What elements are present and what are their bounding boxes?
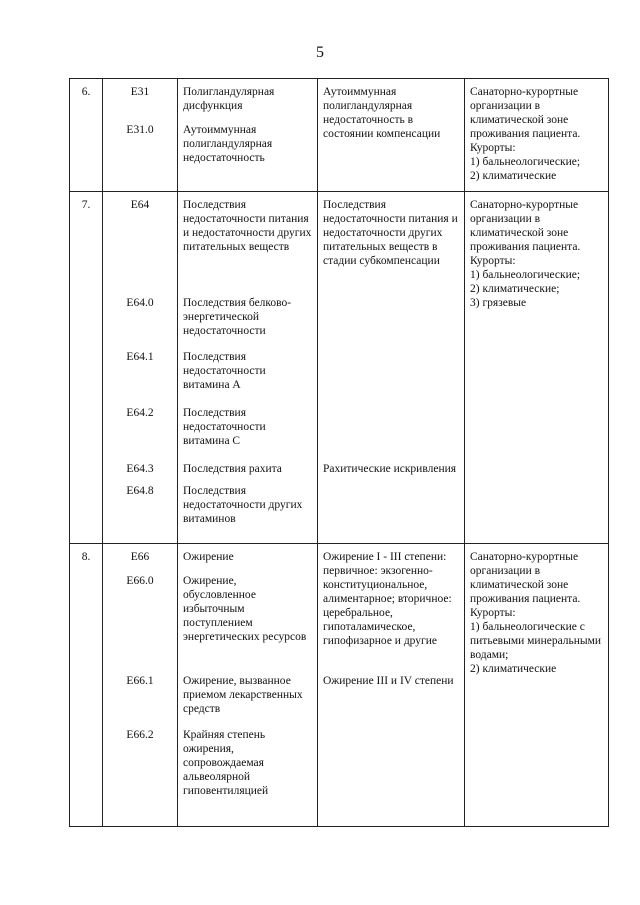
diagnosis-text: Последствия недостаточности витамина А bbox=[183, 351, 266, 391]
diagnosis-text: Ожирение, обусловленное избыточным поступлением энергетических ресурсов bbox=[183, 575, 307, 643]
row-number: 7. bbox=[70, 192, 103, 544]
organization-text: 1) бальнеологические; bbox=[470, 269, 581, 281]
organization-cell bbox=[465, 79, 609, 192]
icd-code: E31 bbox=[130, 86, 150, 98]
icd-code: E66 bbox=[130, 551, 150, 563]
diagnosis-cell bbox=[178, 544, 318, 827]
icd-code: E64.1 bbox=[126, 351, 154, 363]
row-number: 8. bbox=[70, 544, 103, 827]
condition-cell bbox=[318, 79, 465, 192]
diagnosis-text: Ожирение bbox=[183, 551, 234, 563]
icd-code: E64.2 bbox=[126, 407, 154, 419]
organization-text: Санаторно-курортные организации в климатической зоне проживания пациента. bbox=[470, 199, 581, 253]
icd-code: E66.2 bbox=[126, 729, 154, 741]
row-number: 6. bbox=[70, 79, 103, 192]
condition-cell bbox=[318, 544, 465, 827]
organization-text: Санаторно-курортные организации в климатической зоне проживания пациента. bbox=[470, 551, 581, 605]
organization-text: Санаторно-курортные организации в климатической зоне проживания пациента. bbox=[470, 86, 581, 140]
diagnosis-text: Последствия белково-энергетической недостаточности bbox=[183, 297, 292, 337]
code-cell bbox=[103, 192, 178, 544]
organization-cell bbox=[465, 544, 609, 827]
table-row bbox=[70, 544, 609, 827]
diagnosis-text: Последствия недостаточности других витаминов bbox=[183, 485, 303, 525]
icd-code: E64 bbox=[130, 199, 150, 211]
icd-code: E64.3 bbox=[126, 463, 154, 475]
condition-text: Аутоиммунная полигландулярная недостаточность в состоянии компенсации bbox=[323, 86, 441, 140]
organization-text: 2) климатические; bbox=[470, 283, 560, 295]
diagnosis-cell bbox=[178, 192, 318, 544]
condition-text: Ожирение I - III степени: первичное: экзогенно-конституциональное, алиментарное; вторичное: церебральное, гипоталамическое, гипофизарное и другие bbox=[323, 551, 452, 647]
icd-code: E66.0 bbox=[126, 575, 154, 587]
organization-text: 1) бальнеологические; bbox=[470, 156, 581, 168]
diagnosis-text: Последствия рахита bbox=[183, 463, 282, 475]
condition-text: Последствия недостаточности питания и недостаточности других питательных веществ в стадии субкомпенсации bbox=[323, 199, 458, 267]
organization-text: 2) климатические bbox=[470, 663, 557, 675]
diagnosis-text: Ожирение, вызванное приемом лекарственных средств bbox=[183, 675, 303, 715]
diagnosis-text: Последствия недостаточности витамина С bbox=[183, 407, 266, 447]
condition-text: Ожирение III и IV степени bbox=[323, 675, 454, 687]
condition-text: Рахитические искривления bbox=[323, 463, 457, 475]
organization-text: Курорты: bbox=[470, 142, 516, 154]
icd-code: E31.0 bbox=[126, 124, 154, 136]
table-row bbox=[70, 79, 609, 192]
diagnosis-text: Аутоиммунная полигландулярная недостаточность bbox=[183, 124, 273, 164]
diagnosis-cell bbox=[178, 79, 318, 192]
diagnosis-text: Полигландулярная дисфункция bbox=[183, 86, 275, 112]
icd-code: E64.0 bbox=[126, 297, 154, 309]
resort-indications-table bbox=[69, 78, 609, 827]
diagnosis-text: Крайняя степень ожирения, сопровождаемая альвеолярной гиповентиляцией bbox=[183, 729, 269, 797]
code-cell bbox=[103, 79, 178, 192]
organization-text: 3) грязевые bbox=[470, 297, 527, 309]
organization-cell bbox=[465, 192, 609, 544]
code-cell bbox=[103, 544, 178, 827]
organization-text: 2) климатические bbox=[470, 170, 557, 182]
diagnosis-text: Последствия недостаточности питания и недостаточности других питательных веществ bbox=[183, 199, 312, 253]
table-row bbox=[70, 192, 609, 544]
organization-text: Курорты: bbox=[470, 607, 516, 619]
organization-text: Курорты: bbox=[470, 255, 516, 267]
icd-code: E64.8 bbox=[126, 485, 154, 497]
condition-cell bbox=[318, 192, 465, 544]
icd-code: E66.1 bbox=[126, 675, 154, 687]
organization-text: 1) бальнеологические с питьевыми минеральными водами; bbox=[470, 621, 602, 661]
page-number: 5 bbox=[316, 44, 324, 61]
